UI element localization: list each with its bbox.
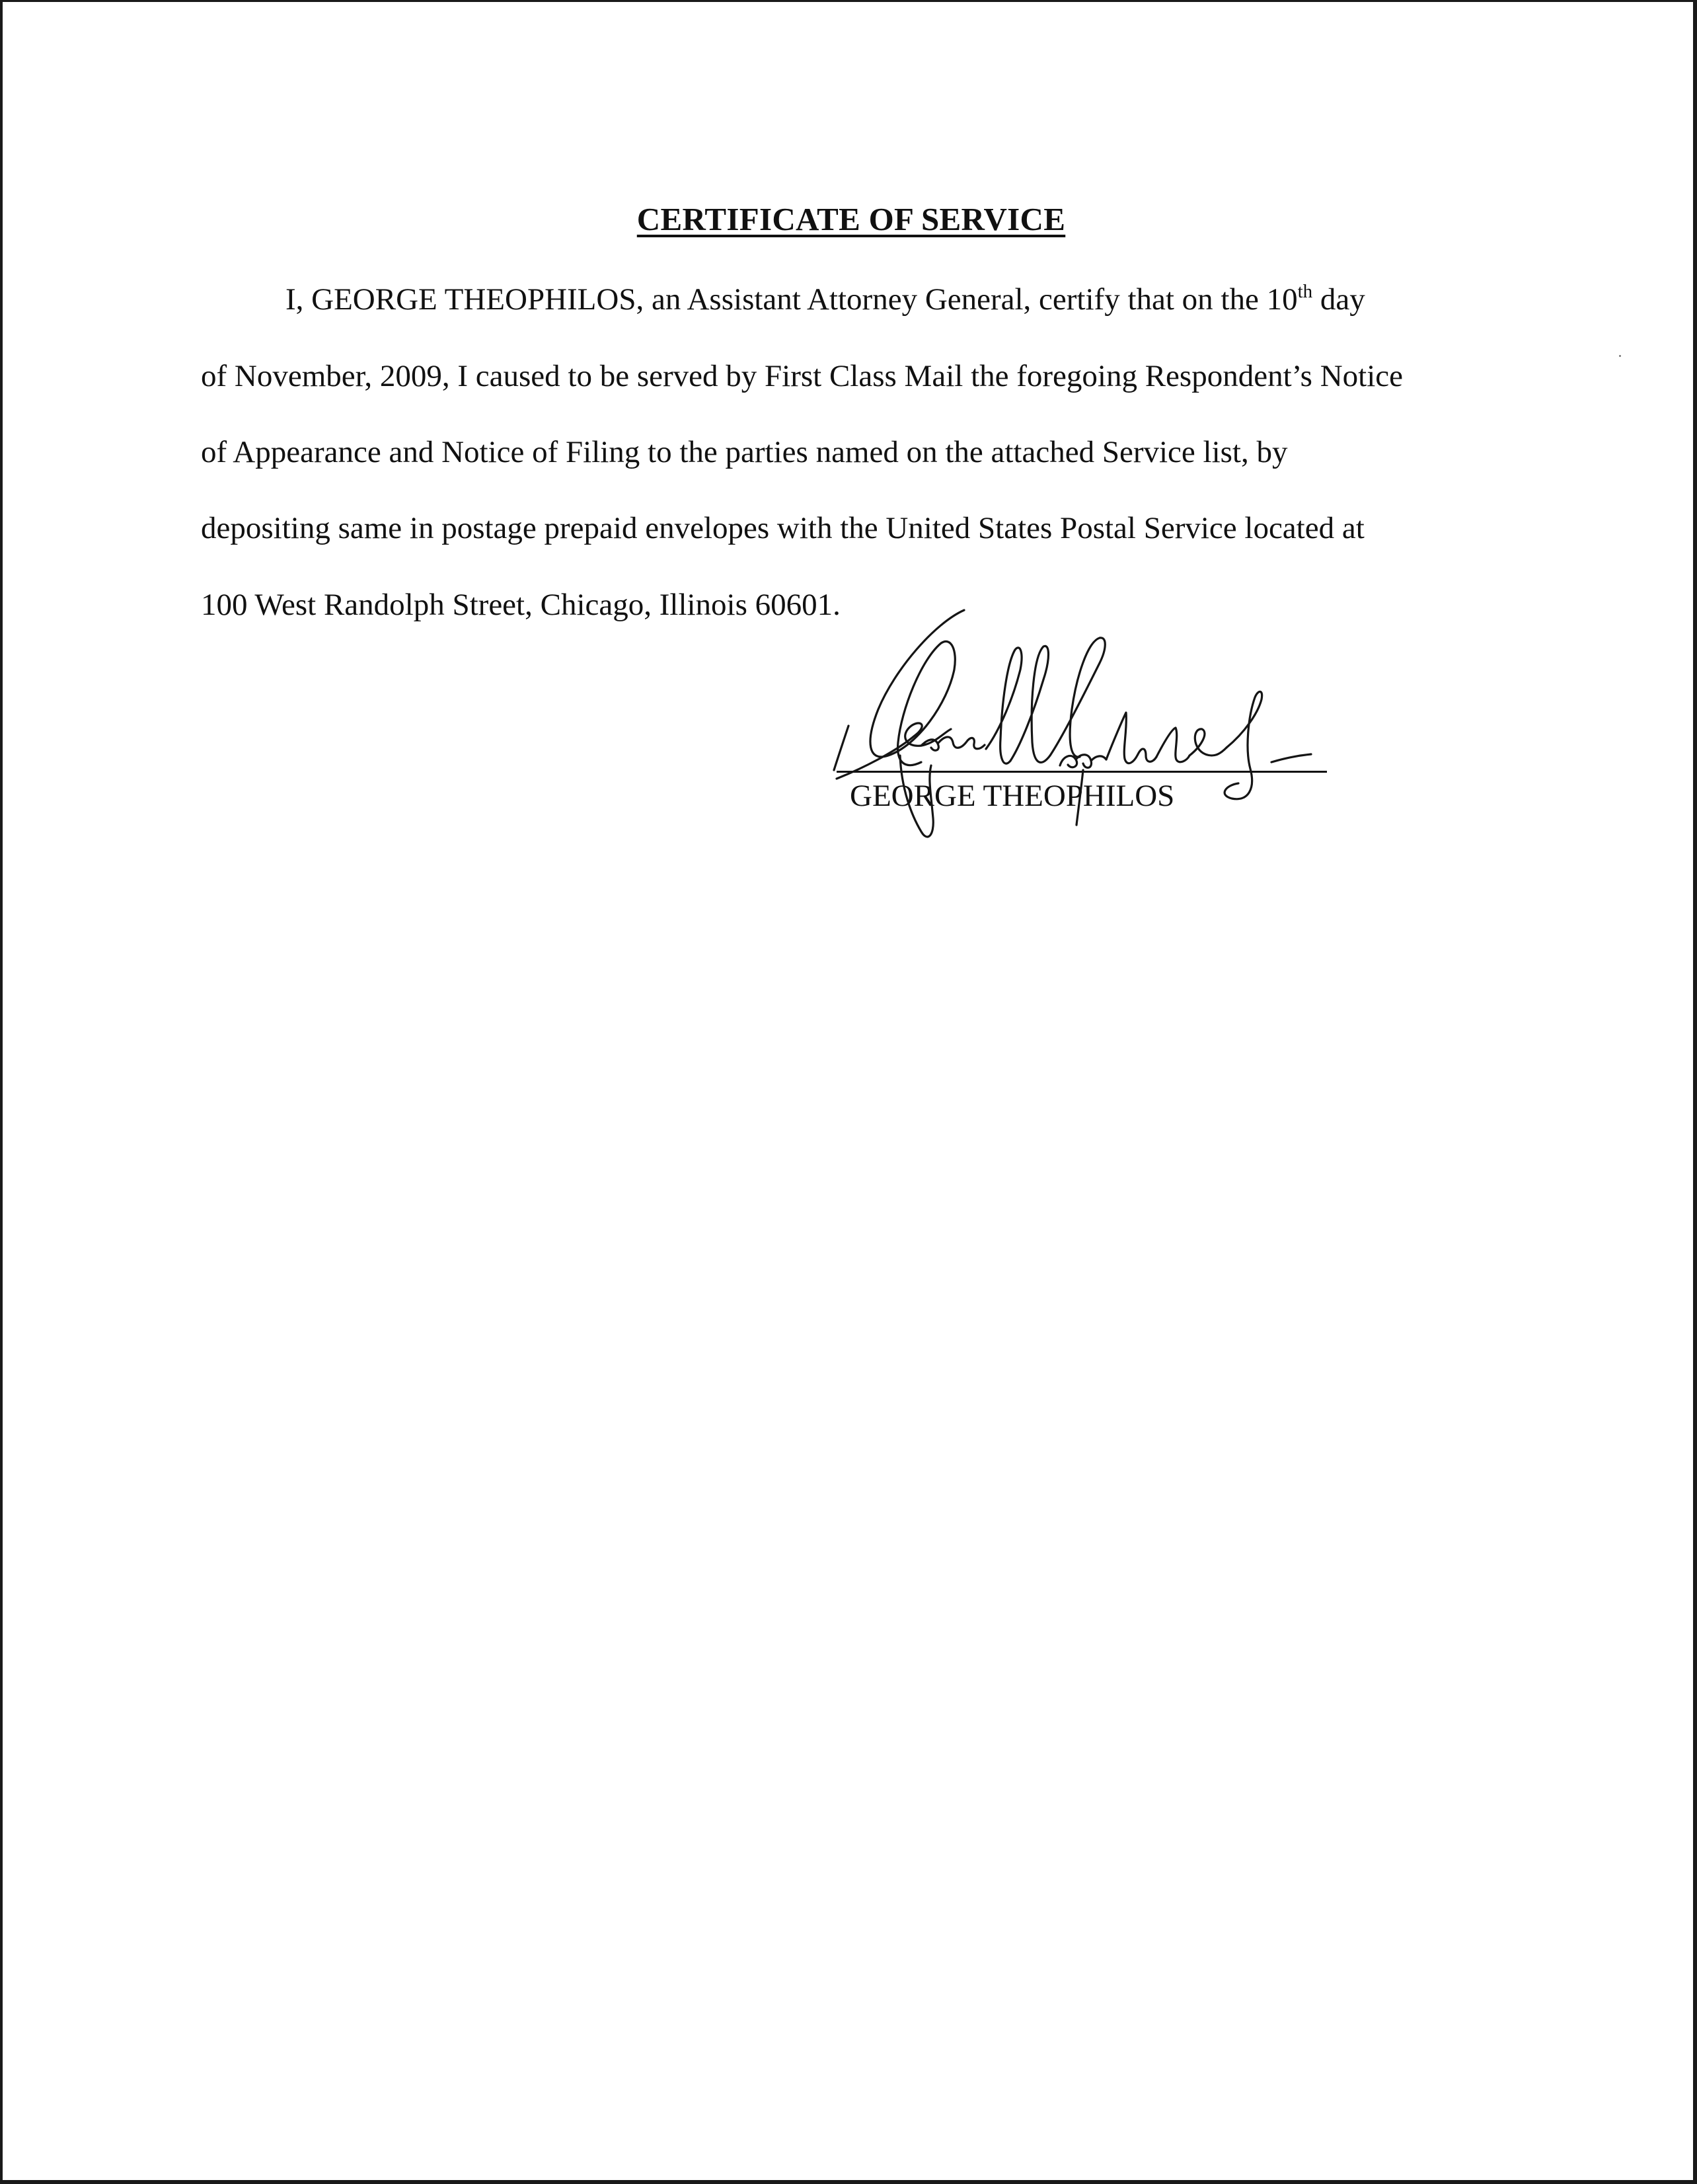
handwritten-signature [822, 597, 1324, 875]
certificate-title: CERTIFICATE OF SERVICE [636, 201, 1066, 237]
body-line-1 [285, 281, 1365, 317]
body-line-2: of November, 2009, I caused to be served by First Class Mail the foregoing Respondent’s Notice [201, 359, 1404, 393]
signer-name: GEORGE THEOPHILOS [850, 779, 1175, 813]
body-line-3: of Appearance and Notice of Filing to the parties named on the attached Service list, by [201, 435, 1288, 469]
body-line-1-end: day [1312, 282, 1365, 317]
body-line-4: depositing same in postage prepaid envelopes with the United States Postal Service located at [201, 511, 1365, 545]
body-line-5: 100 West Randolph Street, Chicago, Illinois 60601. [201, 588, 841, 622]
body-line-1-text: I, GEORGE THEOPHILOS, an Assistant Attorney General, certify that on the 10 [285, 282, 1298, 317]
ordinal-suffix: th [1297, 281, 1313, 302]
scan-speck [1619, 355, 1621, 357]
